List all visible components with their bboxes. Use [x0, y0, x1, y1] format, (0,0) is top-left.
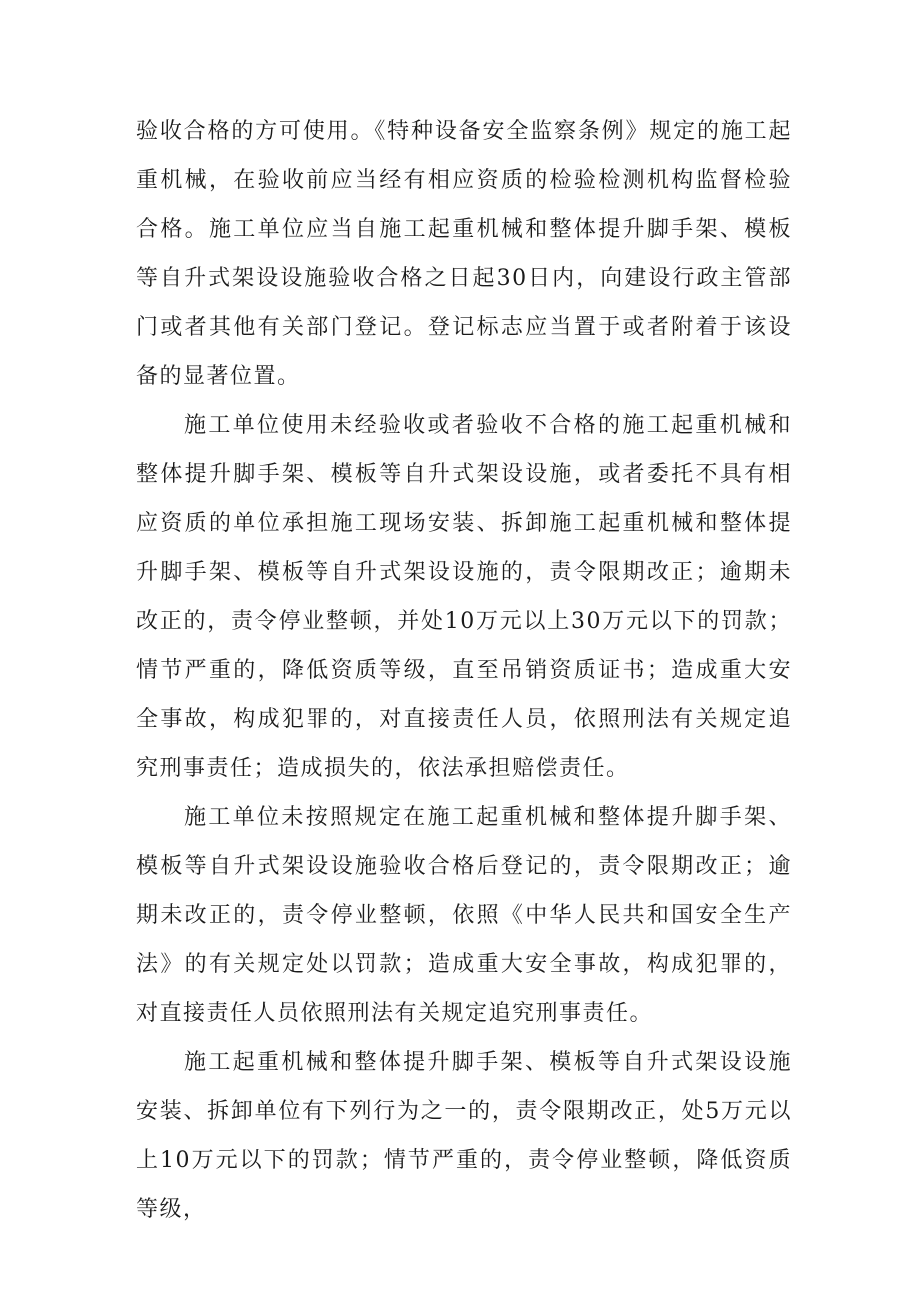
paragraph-1: 验收合格的方可使用。《特种设备安全监察条例》规定的施工起重机械，在验收前应当经有相应资质的检验检测机构监督检验合格。施工单位应当自施工起重机械和整体提升脚手架、模板等自升式架设设施验收合格之日起30日内，向建设行政主管部门或者其他有关部门登记。登记标志应当置于或者附着于该设备的显著位置。 [136, 119, 792, 389]
document-body [136, 107, 792, 1234]
paragraph-4: 施工起重机械和整体提升脚手架、模板等自升式架设设施安装、拆卸单位有下列行为之一的，责令限期改正，处5万元以上10万元以下的罚款；情节严重的，责令停业整顿，降低资质等级， [136, 1050, 792, 1222]
paragraph-2: 施工单位使用未经验收或者验收不合格的施工起重机械和整体提升脚手架、模板等自升式架设设施，或者委托不具有相应资质的单位承担施工现场安装、拆卸施工起重机械和整体提升脚手架、模板等自升式架设设施的，责令限期改正；逾期未改正的，责令停业整顿，并处10万元以上30万元以下的罚款；情节严重的，降低资质等级，直至吊销资质证书；造成重大安全事故，构成犯罪的，对直接责任人员，依照刑法有关规定追究刑事责任；造成损失的，依法承担赔偿责任。 [136, 413, 792, 781]
paragraph-3: 施工单位未按照规定在施工起重机械和整体提升脚手架、模板等自升式架设设施验收合格后登记的，责令限期改正；逾期未改正的，责令停业整顿，依照《中华人民共和国安全生产法》的有关规定处以罚款；造成重大安全事故，构成犯罪的，对直接责任人员依照刑法有关规定追究刑事责任。 [136, 805, 792, 1026]
